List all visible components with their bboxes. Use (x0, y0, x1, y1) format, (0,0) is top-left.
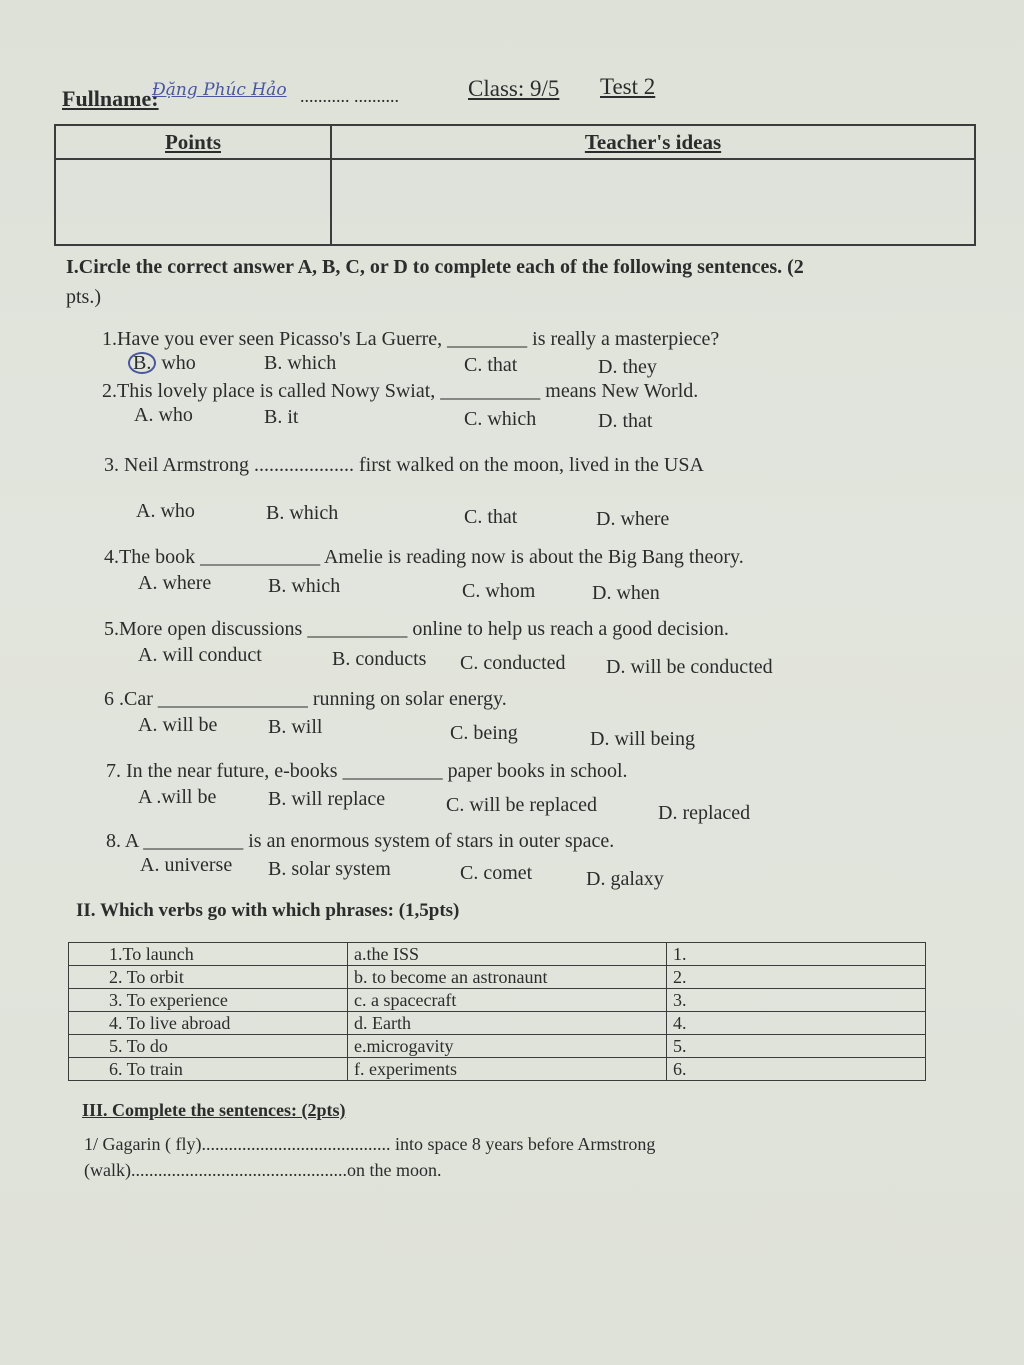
table-row (69, 1058, 926, 1081)
phrase-cell: f. experiments (348, 1058, 667, 1081)
question-1: 1.Have you ever seen Picasso's La Guerre, ________ is really a masterpiece? (102, 328, 720, 350)
answer-cell[interactable]: 5. (667, 1035, 926, 1058)
q5-option-a[interactable]: A. will conduct (138, 644, 262, 666)
answer-circle: B. (128, 352, 156, 374)
question-8: 8. A __________ is an enormous system of stars in outer space. (106, 830, 615, 852)
section1-title-cont: pts.) (66, 286, 101, 308)
fullname-label: Fullname: (62, 86, 159, 111)
question-3: 3. Neil Armstrong .................... first walked on the moon, lived in the USA (104, 454, 704, 476)
section1-title: I.Circle the correct answer A, B, C, or D to complete each of the following sentences. (2 (66, 256, 804, 278)
points-header: Points (55, 125, 331, 159)
section3-title: III. Complete the sentences: (2pts) (82, 1100, 346, 1120)
table-row (69, 1035, 926, 1058)
question-7: 7. In the near future, e-books __________ paper books in school. (106, 760, 628, 782)
phrase-cell: b. to become an astronaunt (348, 966, 667, 989)
q7-option-c[interactable]: C. will be replaced (446, 794, 598, 816)
q8-option-a[interactable]: A. universe (140, 854, 233, 876)
table-row (69, 1012, 926, 1035)
phrase-cell: e.microgavity (348, 1035, 667, 1058)
q7-option-a[interactable]: A .will be (138, 786, 217, 808)
fullname-dots: ........... .......... (300, 86, 399, 106)
q5-option-d[interactable]: D. will be conducted (606, 656, 773, 678)
q1-option-b[interactable]: B. which (264, 352, 337, 374)
q7-option-b[interactable]: B. will replace (268, 788, 386, 810)
answer-cell[interactable]: 6. (667, 1058, 926, 1081)
q2-option-d[interactable]: D. that (598, 410, 653, 432)
q6-option-a[interactable]: A. will be (138, 714, 218, 736)
q5-option-c[interactable]: C. conducted (460, 652, 566, 674)
answer-cell[interactable]: 1. (667, 943, 926, 966)
question-5: 5.More open discussions __________ online to help us reach a good decision. (104, 618, 729, 640)
verb-cell: 1.To launch (69, 943, 348, 966)
table-row (69, 966, 926, 989)
points-cell[interactable] (55, 159, 331, 245)
q6-option-b[interactable]: B. will (268, 716, 323, 738)
q8-option-b[interactable]: B. solar system (268, 858, 391, 880)
answer-cell[interactable]: 3. (667, 989, 926, 1012)
q2-option-b[interactable]: B. it (264, 406, 299, 428)
phrase-cell: d. Earth (348, 1012, 667, 1035)
question-4: 4.The book ____________ Amelie is reading now is about the Big Bang theory. (104, 546, 744, 568)
q7-option-d[interactable]: D. replaced (658, 802, 751, 824)
q2-option-c[interactable]: C. which (464, 408, 537, 430)
q1-option-c[interactable]: C. that (464, 354, 518, 376)
class-label: Class: 9/5 (468, 76, 560, 101)
q1-option-a[interactable]: B. who (128, 352, 196, 375)
q4-option-b[interactable]: B. which (268, 575, 341, 597)
q8-option-d[interactable]: D. galaxy (586, 868, 664, 890)
section2-title: II. Which verbs go with which phrases: (1,5pts) (76, 900, 460, 921)
fullname-handwritten: Đặng Phúc Hảo (152, 80, 287, 100)
q3-option-c[interactable]: C. that (464, 506, 518, 528)
q3-option-b[interactable]: B. which (266, 502, 339, 524)
q6-option-c[interactable]: C. being (450, 722, 518, 744)
phrase-cell: a.the ISS (348, 943, 667, 966)
q4-option-d[interactable]: D. when (592, 582, 660, 604)
q5-option-b[interactable]: B. conducts (332, 648, 427, 670)
q3-option-a[interactable]: A. who (136, 500, 195, 522)
section3-line-1[interactable]: 1/ Gagarin ( fly).......................................... into space 8 years before Armstrong (84, 1134, 656, 1154)
answer-cell[interactable]: 2. (667, 966, 926, 989)
verb-cell: 5. To do (69, 1035, 348, 1058)
teachers-ideas-header: Teacher's ideas (331, 125, 975, 159)
q4-option-a[interactable]: A. where (138, 572, 212, 594)
question-6: 6 .Car _______________ running on solar energy. (104, 688, 507, 710)
verb-cell: 6. To train (69, 1058, 348, 1081)
q4-option-c[interactable]: C. whom (462, 580, 536, 602)
table-row (69, 943, 926, 966)
question-2: 2.This lovely place is called Nowy Swiat, __________ means New World. (102, 380, 699, 402)
q8-option-c[interactable]: C. comet (460, 862, 533, 884)
test-label: Test 2 (600, 74, 656, 99)
verb-cell: 4. To live abroad (69, 1012, 348, 1035)
q6-option-d[interactable]: D. will being (590, 728, 695, 750)
verb-cell: 2. To orbit (69, 966, 348, 989)
q1-option-d[interactable]: D. they (598, 356, 657, 378)
points-table (54, 124, 976, 246)
verb-cell: 3. To experience (69, 989, 348, 1012)
matching-table (68, 942, 926, 1081)
table-row (69, 989, 926, 1012)
q3-option-d[interactable]: D. where (596, 508, 670, 530)
teachers-ideas-cell[interactable] (331, 159, 975, 245)
answer-cell[interactable]: 4. (667, 1012, 926, 1035)
q2-option-a[interactable]: A. who (134, 404, 193, 426)
phrase-cell: c. a spacecraft (348, 989, 667, 1012)
section3-line-2[interactable]: (walk)................................................on the moon. (84, 1160, 442, 1180)
